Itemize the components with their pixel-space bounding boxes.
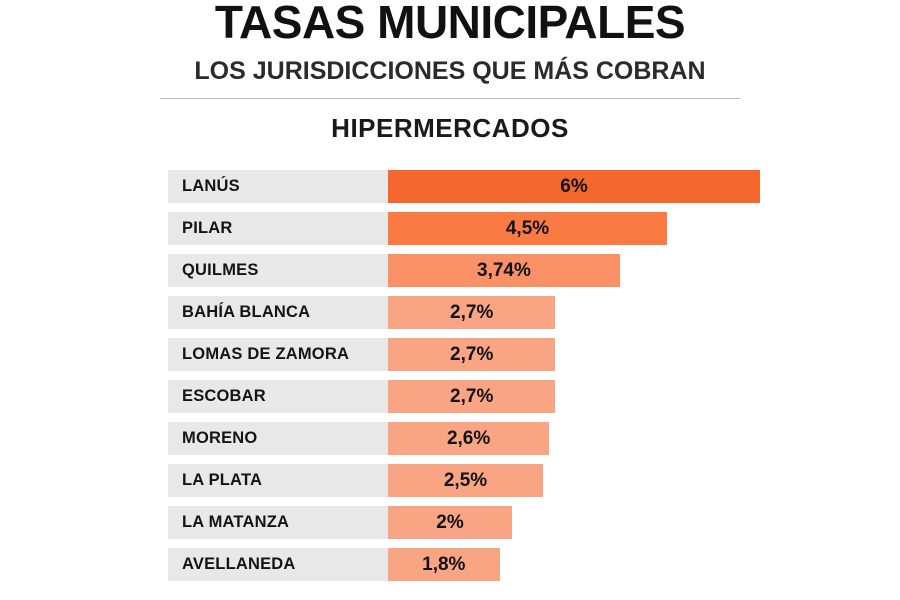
bar	[388, 548, 500, 581]
bar-value-label: 6%	[560, 175, 588, 197]
bar-value-label: 4,5%	[505, 217, 550, 239]
bar-track	[388, 380, 900, 413]
category-label: PILAR	[182, 219, 233, 238]
bar	[388, 170, 760, 203]
bar-value-label: 2,7%	[450, 343, 494, 365]
category-cell	[168, 548, 388, 581]
category-label: LANÚS	[182, 177, 240, 196]
bar-track	[388, 296, 900, 329]
bar-track	[388, 422, 900, 455]
bar	[388, 464, 543, 497]
chart-row	[168, 380, 900, 413]
bar-value-label: 2,7%	[450, 301, 494, 323]
bar	[388, 506, 512, 539]
category-label: BAHÍA BLANCA	[182, 303, 311, 322]
chart-row	[168, 296, 900, 329]
section-label: HIPERMERCADOS	[331, 113, 569, 144]
category-cell	[168, 254, 388, 287]
bar-value-label: 2,5%	[443, 469, 488, 491]
page-subtitle: LOS JURISDICCIONES QUE MÁS COBRAN	[194, 57, 706, 86]
bar	[388, 422, 549, 455]
category-label: QUILMES	[182, 261, 259, 280]
bar-track	[388, 170, 900, 203]
category-label: LOMAS DE ZAMORA	[182, 345, 350, 364]
chart-row	[168, 464, 900, 497]
category-label: LA MATANZA	[182, 513, 290, 532]
chart-row	[168, 338, 900, 371]
chart-row	[168, 506, 900, 539]
chart-row	[168, 422, 900, 455]
category-cell	[168, 212, 388, 245]
category-cell	[168, 464, 388, 497]
category-cell	[168, 338, 388, 371]
bar	[388, 296, 555, 329]
page-title: TASAS MUNICIPALES	[214, 0, 686, 48]
chart-row	[168, 170, 900, 203]
category-label: MORENO	[182, 429, 258, 448]
bar-value-label: 2%	[436, 511, 464, 533]
bar-value-label: 2,6%	[446, 427, 491, 449]
category-label: LA PLATA	[182, 471, 263, 490]
bar	[388, 254, 620, 287]
bar	[388, 212, 667, 245]
category-cell	[168, 506, 388, 539]
bar-track	[388, 338, 900, 371]
bar	[388, 338, 555, 371]
category-cell	[168, 170, 388, 203]
bar-chart	[0, 170, 900, 581]
bar-value-label: 1,8%	[422, 553, 466, 575]
chart-row	[168, 254, 900, 287]
bar-track	[388, 506, 900, 539]
bar-value-label: 2,7%	[450, 385, 494, 407]
divider	[160, 98, 740, 99]
chart-header	[0, 0, 900, 144]
bar-track	[388, 548, 900, 581]
bar-value-label: 3,74%	[477, 259, 531, 281]
bar-track	[388, 254, 900, 287]
chart-row	[168, 212, 900, 245]
category-cell	[168, 296, 388, 329]
bar-track	[388, 464, 900, 497]
category-cell	[168, 422, 388, 455]
category-cell	[168, 380, 388, 413]
category-label: AVELLANEDA	[182, 555, 296, 574]
bar-track	[388, 212, 900, 245]
chart-row	[168, 548, 900, 581]
category-label: ESCOBAR	[182, 387, 266, 406]
bar	[388, 380, 555, 413]
